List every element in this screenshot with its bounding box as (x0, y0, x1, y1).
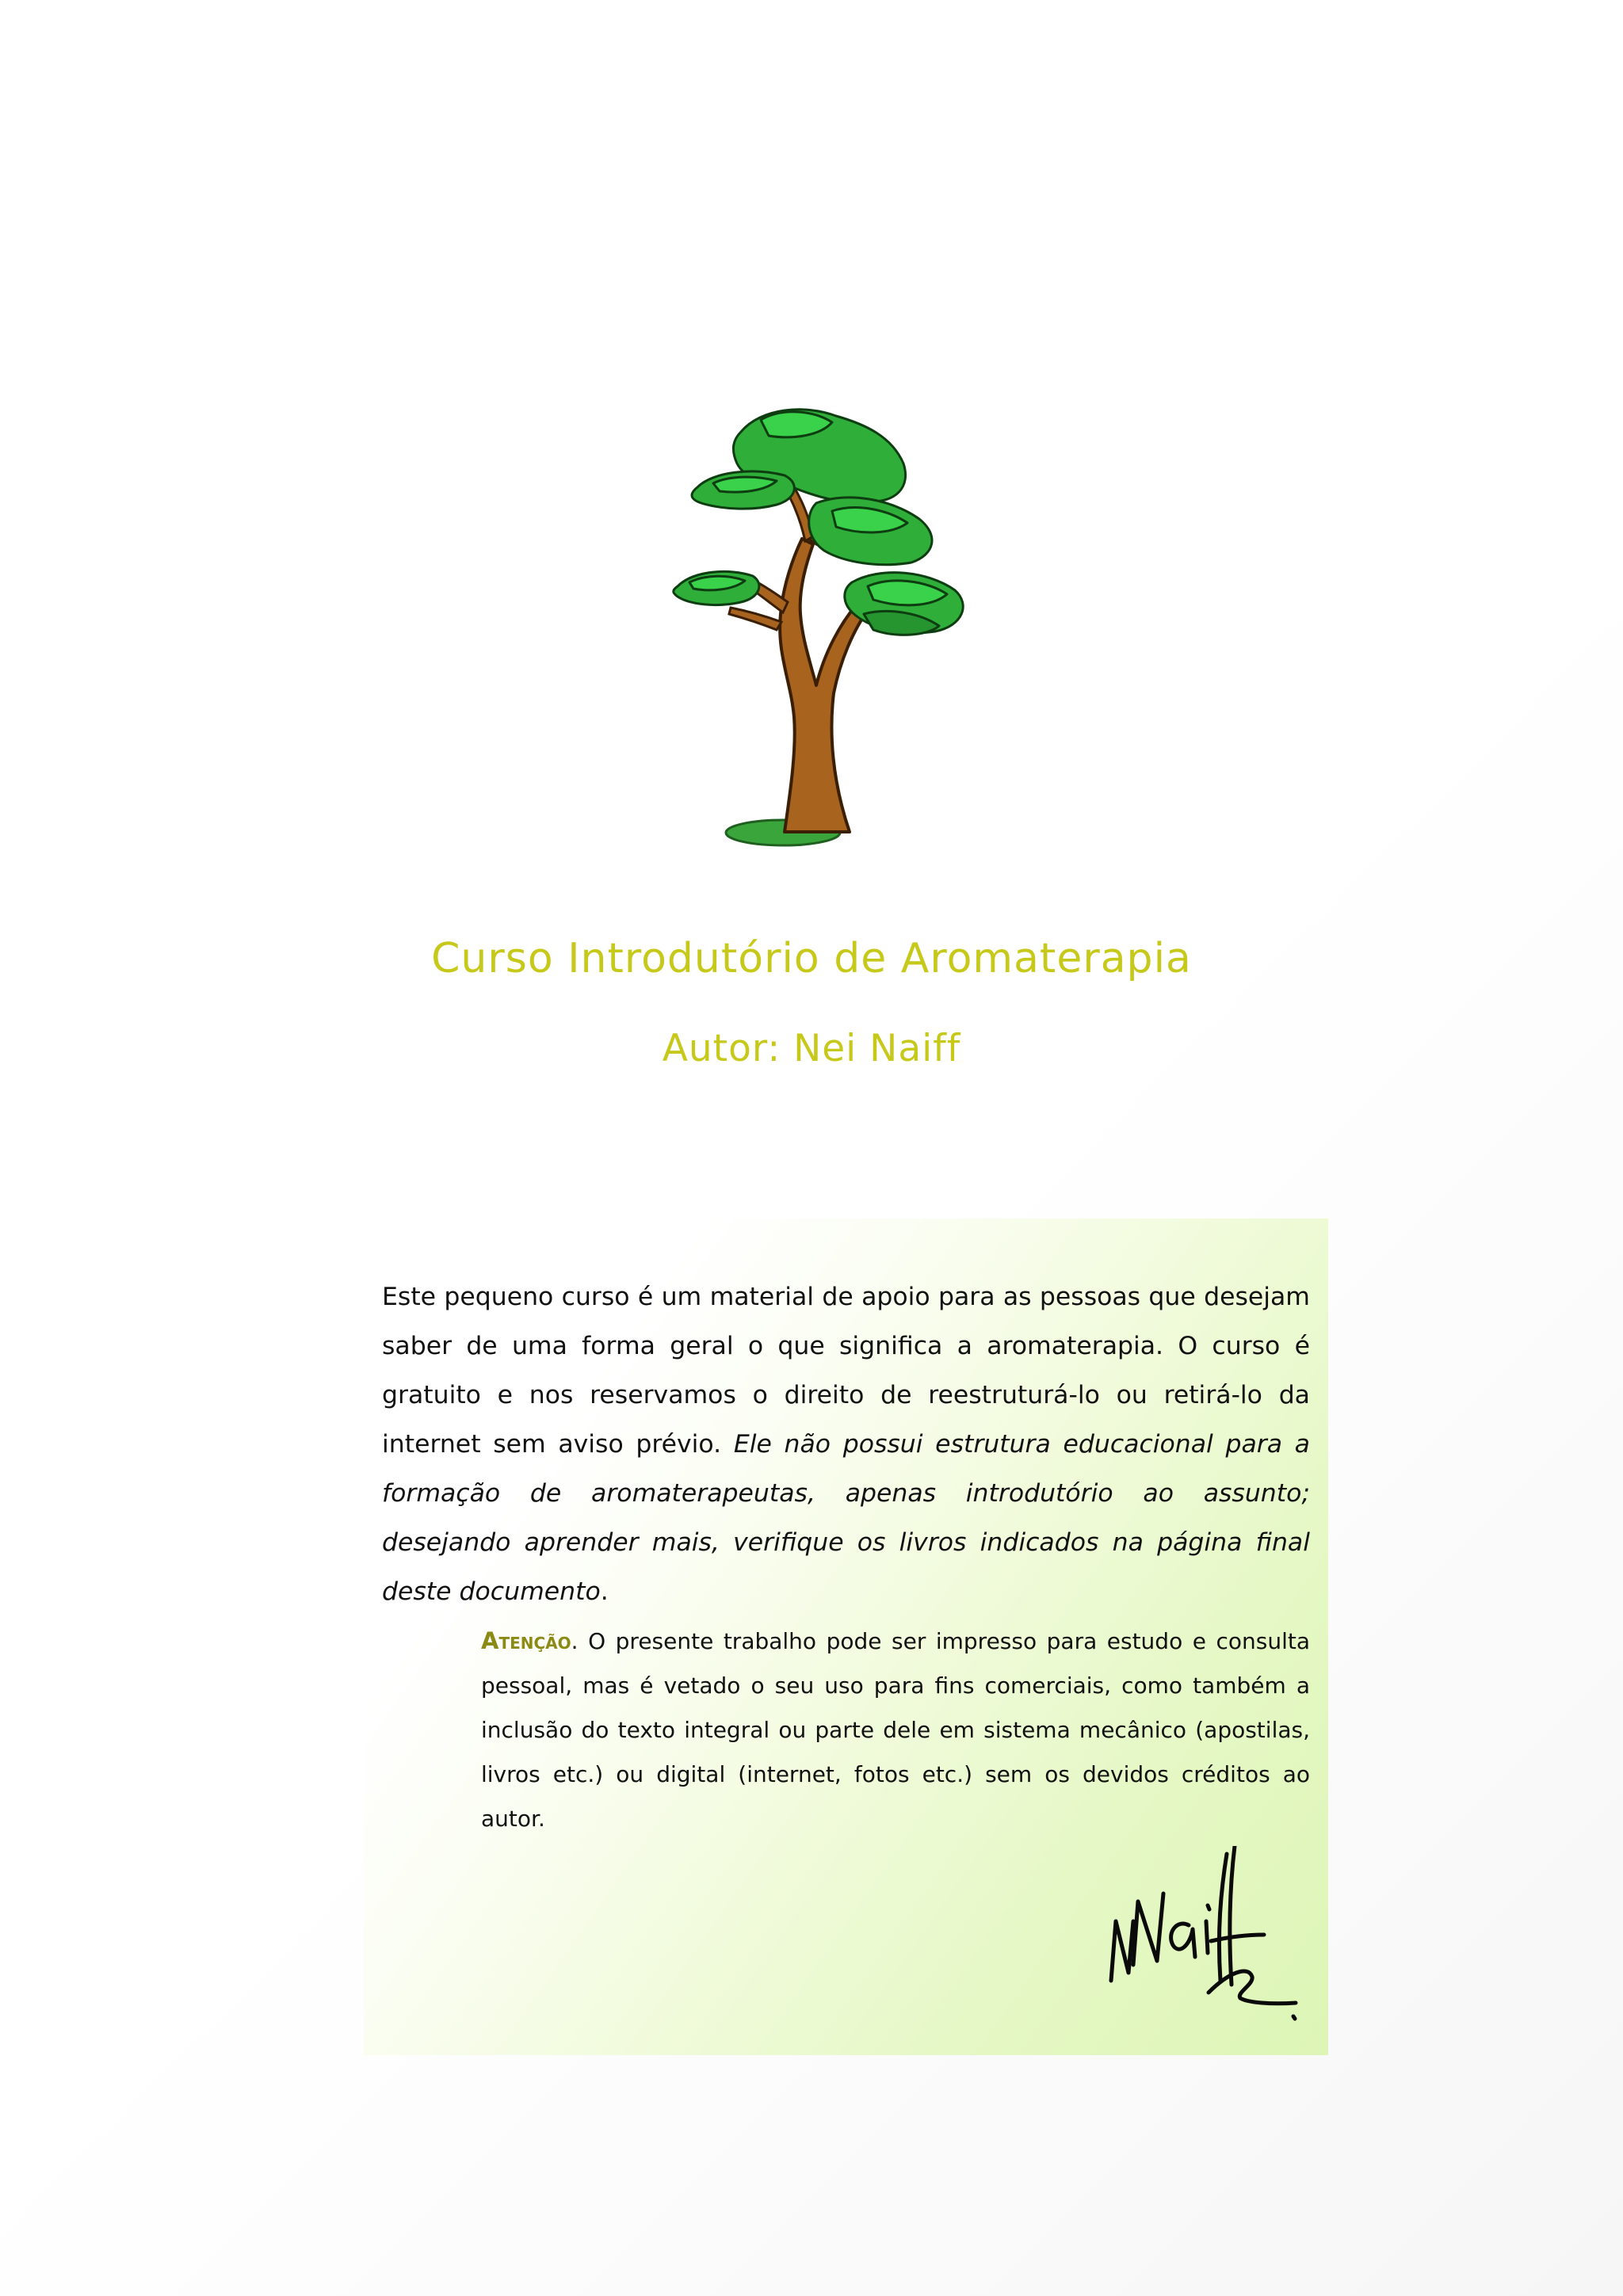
intro-paragraph (382, 1272, 1310, 1616)
notice-label: Atenção (481, 1627, 571, 1654)
intro-text: Este pequeno curso é um material de apoio para as pessoas que desejam saber de uma forma geral o que significa a aromaterapia. O curso é gratuito e nos reservamos o direito de reestruturá-lo ou retirá-lo da internet sem aviso prévio. (382, 1283, 1310, 1459)
notice-paragraph (481, 1619, 1310, 1841)
intro-italic-text: Ele não possui estrutura educacional para a formação de aromaterapeutas, apenas introdutório ao assunto; desejando aprender mais, verifique os livros indicados na página final deste documento (382, 1430, 1310, 1606)
notice-text: O presente trabalho pode ser impresso para estudo e consulta pessoal, mas é vetado o seu uso para fins comerciais, como também a inclusão do texto integral ou parte dele em sistema mecânico (apostilas, livros etc.) ou digital (internet, fotos etc.) sem os devidos créditos ao autor. (481, 1628, 1310, 1832)
notice-label-punct: . (571, 1628, 579, 1654)
document-title: Curso Introdutório de Aromaterapia (431, 935, 1192, 982)
handwritten-signature (1102, 1846, 1308, 2028)
tree-illustration (666, 400, 983, 852)
intro-end: . (600, 1577, 609, 1606)
author-line: Autor: Nei Naiff (662, 1027, 961, 1070)
